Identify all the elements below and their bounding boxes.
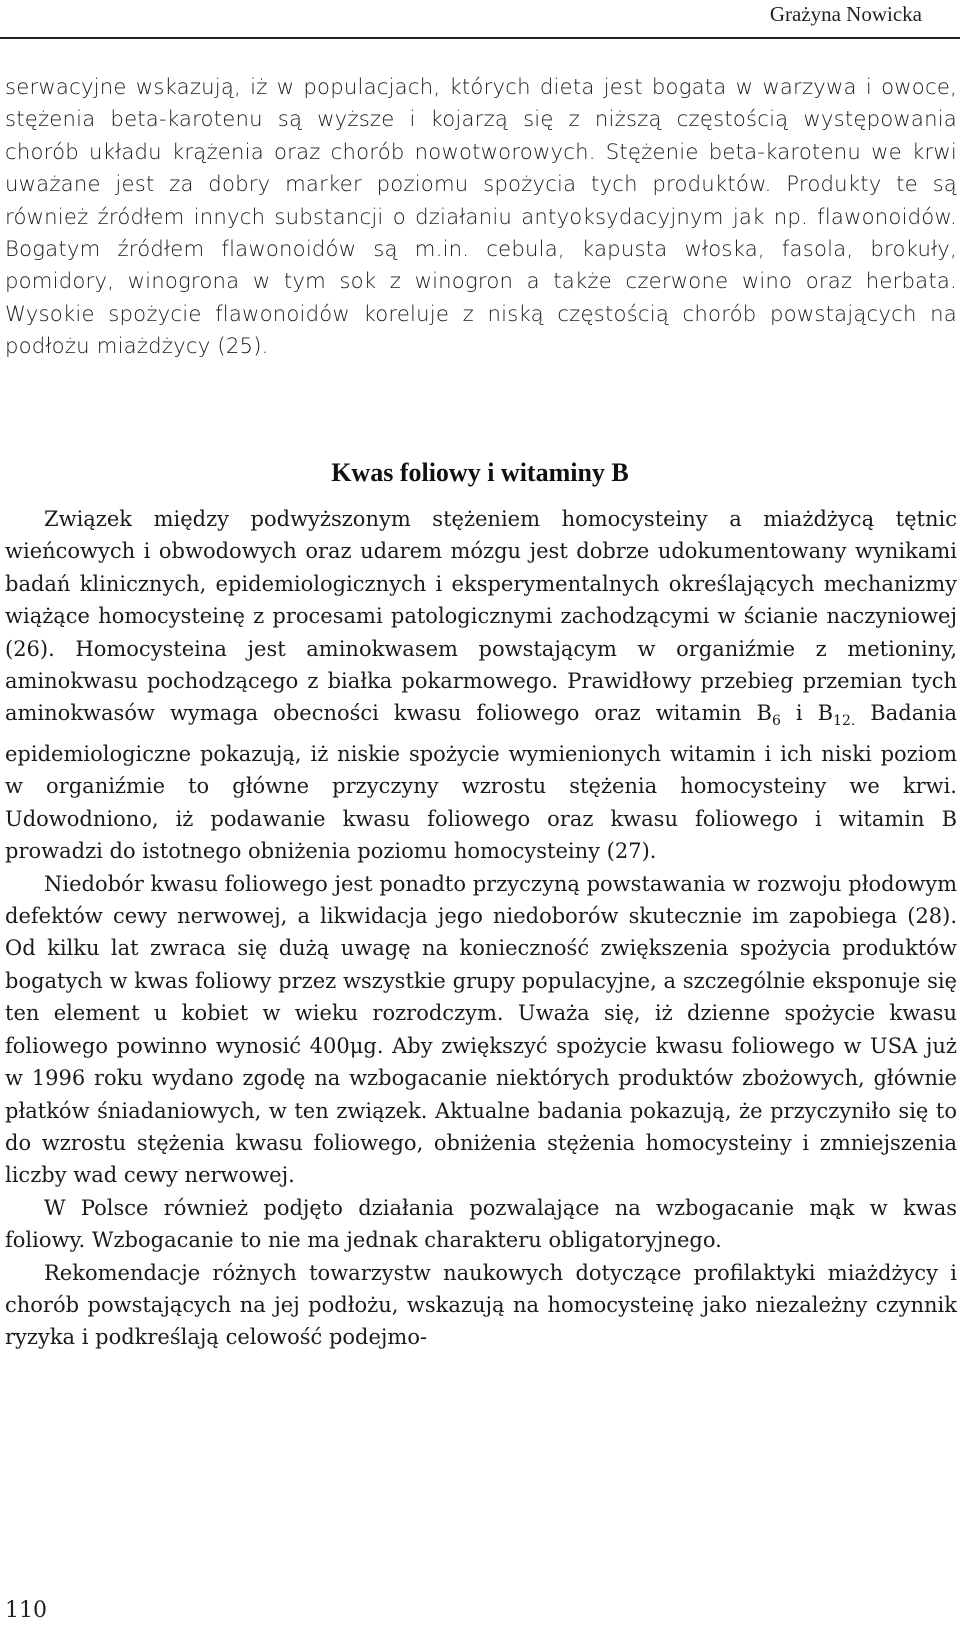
body-paragraph-4: Rekomendacje różnych towarzystw naukowych dotyczące profilaktyki miażdżycy i chorób powstających na jej podłożu, wskazują na homocysteinę jako niezależny czynnik ryzyka i podkreślają celowość podejmo-	[5, 1260, 957, 1350]
header-rule	[0, 37, 960, 39]
paragraph-1-text-c: Badania epidemiologiczne pokazują, iż niskie spożycie wymienionych witamin i ich niski poziom w organiźmie to główne przyczyny wzrostu stężenia homocysteiny we krwi. Udowodniono, iż podawanie kwasu foliowego oraz kwasu foliowego i witamin B prowadzi do istotnego obniżenia poziomu homocysteiny (27).	[5, 701, 957, 864]
body-paragraph-2: Niedobór kwasu foliowego jest ponadto przyczyną powstawania w rozwoju płodowym defektów cewy nerwowej, a likwidacja jego niedoborów skutecznie im zapobiega (28). Od kilku lat zwraca się dużą uwagę na konieczność zwiększenia spożycia produktów bogatych w kwas foliowy przez wszystkie grupy populacyjne, a szczególnie eksponuje się ten element u kobiet w wieku rozrodczym. Uważa się, iż dzienne spożycie kwasu foliowego powinno wynosić 400μg. Aby zwiększyć spożycie kwasu foliowego w USA już w 1996 roku wydano zgodę na wzbogacanie niektórych produktów zbożowych, głównie płatków śniadaniowych, w ten związek. Aktualne badania pokazują, że przyczyniło się to do wzrostu stężenia kwasu foliowego, obniżenia stężenia homocysteiny i zmniejszenia liczby wad cewy nerwowej.	[5, 871, 957, 1188]
section-heading: Kwas foliowy i witaminy B	[331, 458, 629, 487]
running-head-author: Grażyna Nowicka	[769, 2, 922, 26]
section-body	[5, 503, 957, 1354]
subscript-b6: 6	[771, 713, 781, 730]
page-number: 110	[5, 1598, 47, 1623]
body-paragraph-3: W Polsce również podjęto działania pozwalające na wzbogacanie mąk w kwas foliowy. Wzbogacanie to nie ma jednak charakteru obligatoryjnego.	[5, 1195, 957, 1253]
subscript-b12: 12.	[833, 713, 856, 730]
intro-block	[5, 71, 957, 363]
body-paragraph-1	[5, 503, 957, 868]
paragraph-1-text-a: Związek między podwyższonym stężeniem homocysteiny a miażdżycą tętnic wieńcowych i obwodowych oraz udarem mózgu jest dobrze udokumentowany wynikami badań klinicznych, epidemiologicznych i eksperymentalnych określających mechanizmy wiążące homocysteinę z procesami patologicznymi zachodzącymi w ścianie naczyniowej (26). Homocysteina jest aminokwasem powstającym w organiźmie z metioniny, aminokwasu pochodzącego z białka pokarmowego. Prawidłowy przebieg przemian tych aminokwasów wymaga obecności kwasu foliowego oraz witamin B	[5, 507, 957, 726]
intro-paragraph: serwacyjne wskazują, iż w populacjach, których dieta jest bogata w warzywa i owoce, stężenia beta-karotenu są wyższe i kojarzą się z niższą częstością występowania chorób układu krążenia oraz chorób nowotworowych. Stężenie beta-karotenu we krwi uważane jest za dobry marker poziomu spożycia tych produktów. Produkty te są również źródłem innych substancji o działaniu antyoksydacyjnym jak np. flawonoidów. Bogatym źródłem flawonoidów są m.in. cebula, kapusta włoska, fasola, brokuły, pomidory, winogrona w tym sok z winogron a także czerwone wino oraz herbata. Wysokie spożycie flawonoidów koreluje z niską częstością chorób powstających na podłożu miażdżycy (25).	[5, 74, 957, 359]
paragraph-1-text-b: i B	[780, 701, 834, 726]
